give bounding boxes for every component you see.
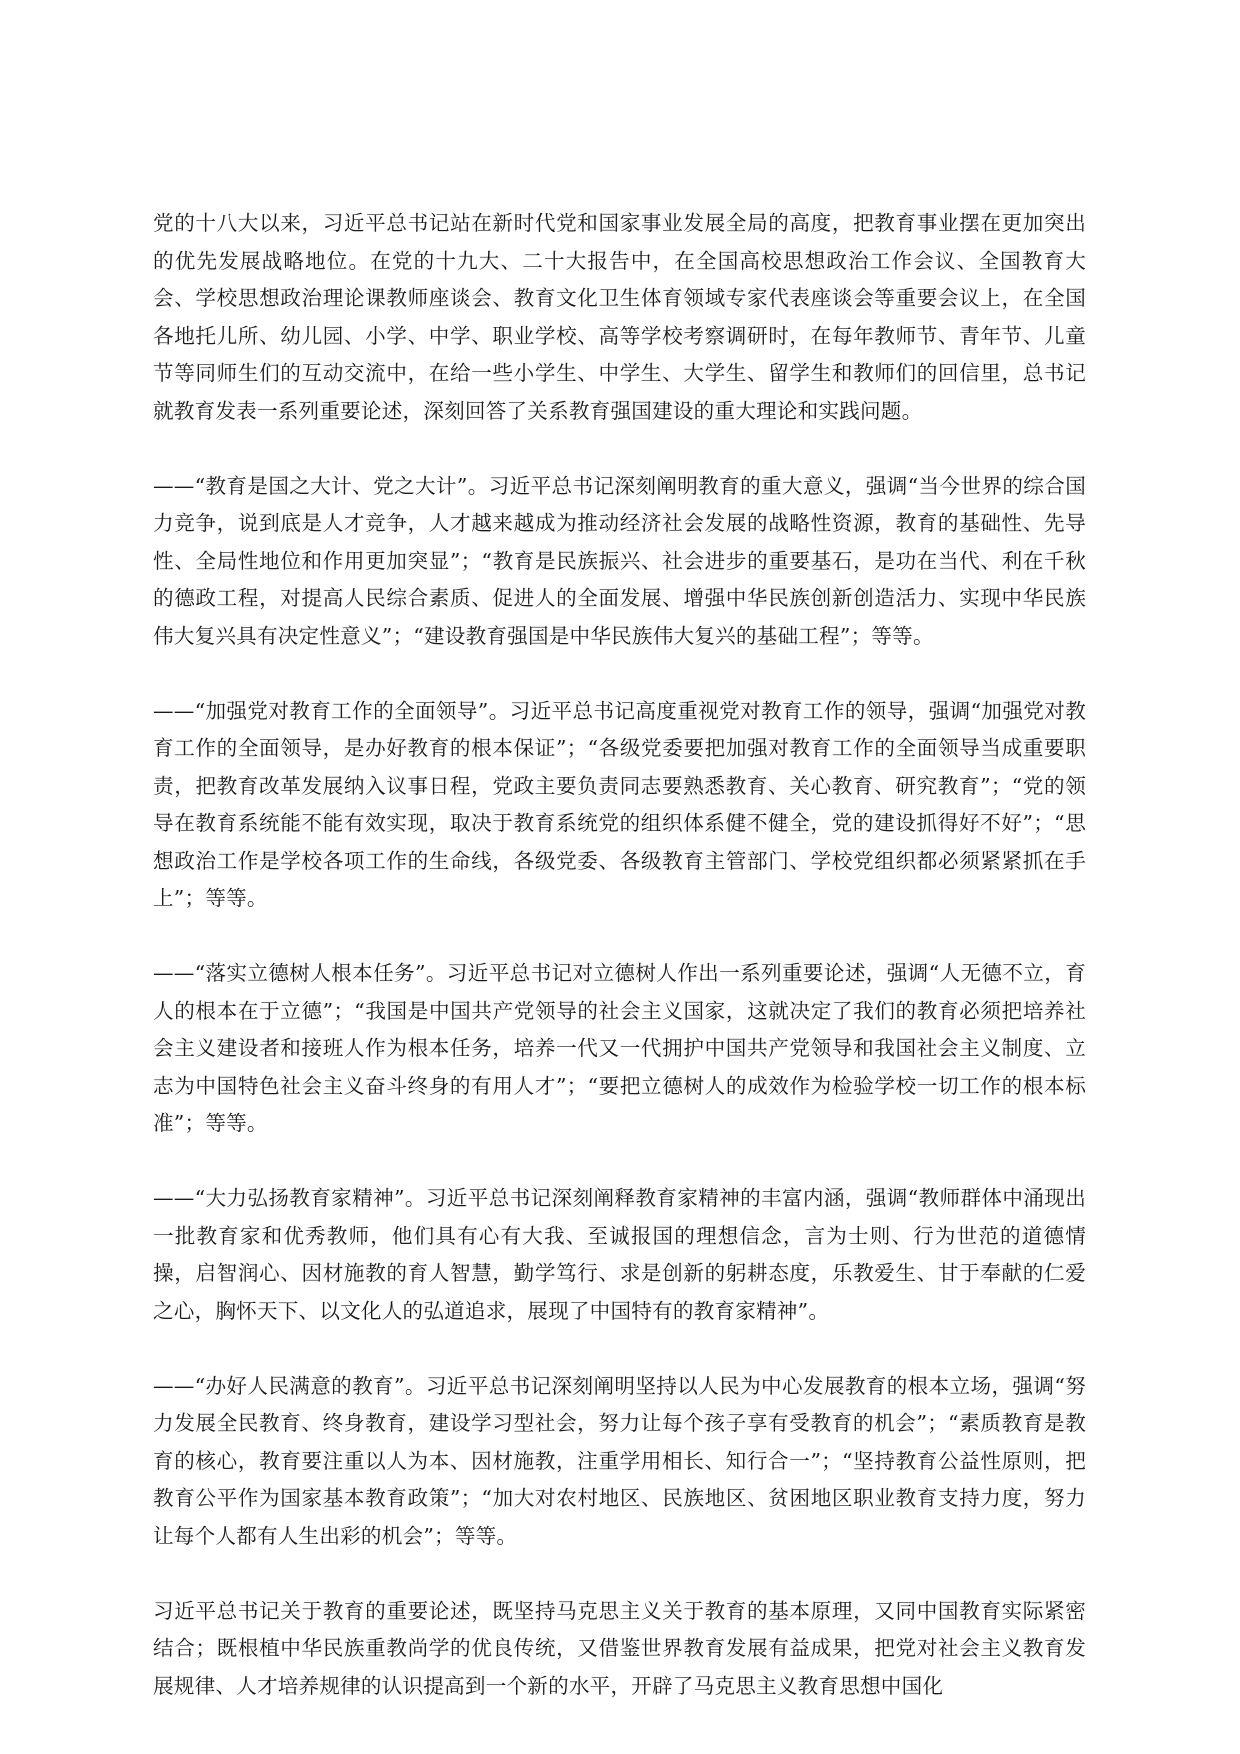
paragraph-intro: 党的十八大以来，习近平总书记站在新时代党和国家事业发展全局的高度，把教育事业摆在更加突出的优先发展战略地位。在党的十九大、二十大报告中，在全国高校思想政治工作会议、全国教育大会、学校思想政治理论课教师座谈会、教育文化卫生体育领域专家代表座谈会等重要会议上，在全国各地托儿所、幼儿园、小学、中学、职业学校、高等学校考察调研时，在每年教师节、青年节、儿童节等同师生们的互动交流中，在给一些小学生、中学生、大学生、留学生和教师们的回信里，总书记就教育发表一系列重要论述，深刻回答了关系教育强国建设的重大理论和实践问题。 (153, 211, 1086, 423)
paragraph-party-leadership: ——“加强党对教育工作的全面领导”。习近平总书记高度重视党对教育工作的领导，强调“加强党对教育工作的全面领导，是办好教育的根本保证”；“各级党委要把加强对教育工作的全面领导当成重要职责，把教育改革发展纳入议事日程，党政主要负责同志要熟悉教育、关心教育、研究教育”；“党的领导在教育系统能不能有效实现，取决于教育系统党的组织体系健不健全，党的建设抓得好不好”；“思想政治工作是学校各项工作的生命线，各级党委、各级教育主管部门、学校党组织都必须紧紧抓在手上”；等等。 (153, 698, 1086, 910)
document-body (153, 205, 1086, 1743)
paragraph-education-national-plan: ——“教育是国之大计、党之大计”。习近平总书记深刻阐明教育的重大意义，强调“当今世界的综合国力竞争，说到底是人才竞争，人才越来越成为推动经济社会发展的战略性资源，教育的基础性、先导性、全局性地位和作用更加突显”；“教育是民族振兴、社会进步的重要基石，是功在当代、利在千秋的德政工程，对提高人民综合素质、促进人的全面发展、增强中华民族创新创造活力、实现中华民族伟大复兴具有决定性意义”；“建设教育强国是中华民族伟大复兴的基础工程”；等等。 (153, 473, 1086, 648)
paragraph-people-satisfied-education: ——“办好人民满意的教育”。习近平总书记深刻阐明坚持以人民为中心发展教育的根本立场，强调“努力发展全民教育、终身教育，建设学习型社会，努力让每个孩子享有受教育的机会”；“素质教育是教育的核心，教育要注重以人为本、因材施教，注重学用相长、知行合一”；“坚持教育公益性原则，把教育公平作为国家基本教育政策”；“加大对农村地区、民族地区、贫困地区职业教育支持力度，努力让每个人都有人生出彩的机会”；等等。 (153, 1373, 1086, 1548)
paragraph-conclusion: 习近平总书记关于教育的重要论述，既坚持马克思主义关于教育的基本原理，又同中国教育实际紧密结合；既根植中华民族重教尚学的优良传统，又借鉴世界教育发展有益成果，把党对社会主义教育发展规律、人才培养规律的认识提高到一个新的水平，开辟了马克思主义教育思想中国化 (153, 1598, 1086, 1698)
paragraph-educator-spirit: ——“大力弘扬教育家精神”。习近平总书记深刻阐释教育家精神的丰富内涵，强调“教师群体中涌现出一批教育家和优秀教师，他们具有心有大我、至诚报国的理想信念，言为士则、行为世范的道德情操，启智润心、因材施教的育人智慧，勤学笃行、求是创新的躬耕态度，乐教爱生、甘于奉献的仁爱之心，胸怀天下、以文化人的弘道追求，展现了中国特有的教育家精神”。 (153, 1186, 1086, 1323)
paragraph-moral-education: ——“落实立德树人根本任务”。习近平总书记对立德树人作出一系列重要论述，强调“人无德不立，育人的根本在于立德”；“我国是中国共产党领导的社会主义国家，这就决定了我们的教育必须把培养社会主义建设者和接班人作为根本任务，培养一代又一代拥护中国共产党领导和我国社会主义制度、立志为中国特色社会主义奋斗终身的有用人才”；“要把立德树人的成效作为检验学校一切工作的根本标准”；等等。 (153, 961, 1086, 1135)
